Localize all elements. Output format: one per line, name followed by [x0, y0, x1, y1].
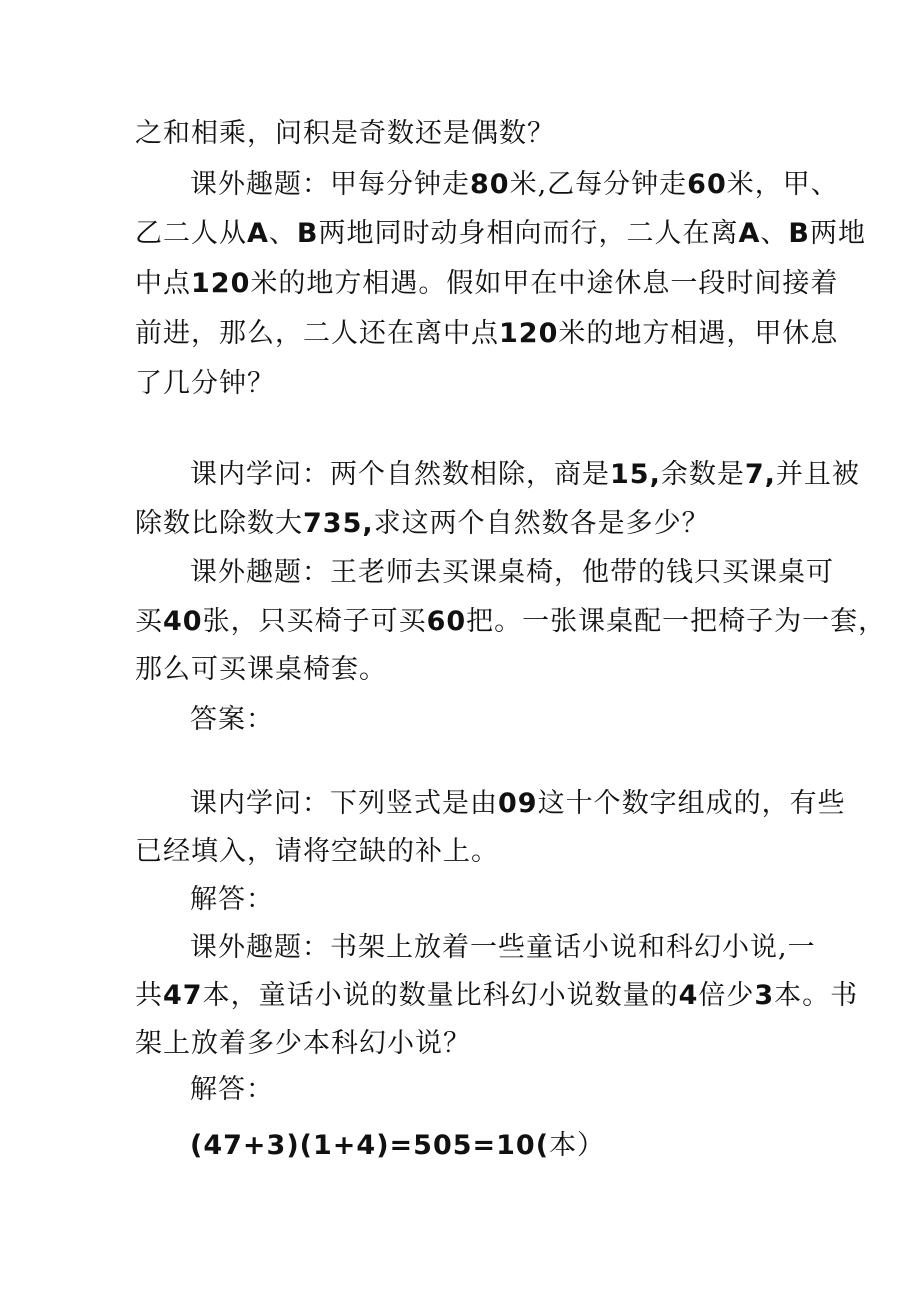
text-line [135, 314, 839, 354]
text: 课外趣题：书架上放着一些童话小说和科幻小说,一 [190, 932, 816, 963]
letter: A [247, 218, 269, 249]
text-line [190, 928, 816, 968]
text: 架上放着多少本科幻小说？ [135, 1028, 471, 1059]
text: 课内学问：两个自然数相除，商是 [190, 459, 610, 490]
text: 课内学问：下列竖式是由 [190, 788, 498, 819]
number: 735, [303, 508, 374, 539]
text: 解答： [190, 884, 274, 915]
text: 米的地方相遇，甲休息 [558, 318, 839, 349]
text-line [135, 214, 866, 254]
text: 那么可买课桌椅套。 [135, 654, 387, 685]
letter: B [296, 218, 319, 249]
text-line [135, 504, 795, 544]
text: 解答： [190, 1074, 274, 1105]
number: 60 [426, 606, 467, 637]
text: 本。书 [774, 980, 859, 1011]
text-line [135, 650, 795, 690]
text: 课外趣题：王老师去买课桌椅，他带的钱只买课桌可 [190, 557, 834, 588]
text-line [190, 1070, 795, 1110]
text: 并且被 [775, 459, 860, 490]
text-line [190, 165, 839, 205]
text: 余数是 [660, 459, 745, 490]
text: 米，甲、 [726, 169, 839, 200]
text-line [135, 832, 795, 872]
number: 3 [754, 980, 775, 1011]
letter: B [788, 218, 810, 249]
text-line [135, 114, 795, 154]
text-line [190, 700, 795, 740]
text-line [135, 1024, 795, 1064]
number: 120 [499, 318, 559, 349]
text-line [190, 553, 834, 593]
text: 两地同时动身相向而行，二人在离 [318, 218, 739, 249]
text: 中点 [135, 268, 191, 299]
text: 之和相乘，问积是奇数还是偶数？ [135, 118, 555, 149]
text-line [190, 784, 846, 824]
text: 倍少 [698, 980, 755, 1011]
text: 求这两个自然数各是多少？ [373, 508, 710, 539]
letter: A [738, 218, 761, 249]
text: 、 [268, 218, 297, 249]
number: 7, [744, 459, 776, 490]
number: 80 [470, 169, 510, 200]
text: 、 [760, 218, 789, 249]
number: 60 [687, 169, 727, 200]
text-line [190, 455, 860, 495]
text: 前进，那么，二人还在离中点 [135, 318, 499, 349]
text-line [135, 976, 859, 1016]
text: 课外趣题：甲每分钟走 [190, 169, 470, 200]
text: 这十个数字组成的，有些 [537, 788, 846, 819]
equation: (47+3)(1+4)=505=10( [190, 1130, 550, 1161]
text: 已经填入，请将空缺的补上。 [135, 836, 499, 867]
text: 本，童话小说的数量比科幻小说数量的 [202, 980, 679, 1011]
number: 15, [610, 459, 661, 490]
text-line [135, 602, 887, 642]
text: 买 [135, 606, 163, 637]
text-line [190, 1126, 795, 1166]
text-line [135, 264, 839, 304]
number: 4 [678, 980, 699, 1011]
number: 120 [191, 268, 251, 299]
text-line [135, 364, 795, 404]
text: 本） [549, 1130, 606, 1161]
number: 47 [163, 980, 203, 1011]
text: 米的地方相遇。假如甲在中途休息一段时间接着 [250, 268, 839, 299]
text: 米,乙每分钟走 [509, 169, 688, 200]
text: 两地 [810, 218, 866, 249]
number: 09 [498, 788, 538, 819]
text: 除数比除数大 [135, 508, 303, 539]
text: 了几分钟？ [135, 368, 275, 399]
text: 张，只买椅子可买 [202, 606, 427, 637]
text: 把。一张课桌配一把椅子为一套， [466, 606, 887, 637]
text: 共 [135, 980, 163, 1011]
text: 乙二人从 [135, 218, 247, 249]
text: 答案： [190, 704, 274, 735]
number: 40 [163, 606, 203, 637]
text-line [190, 880, 795, 920]
